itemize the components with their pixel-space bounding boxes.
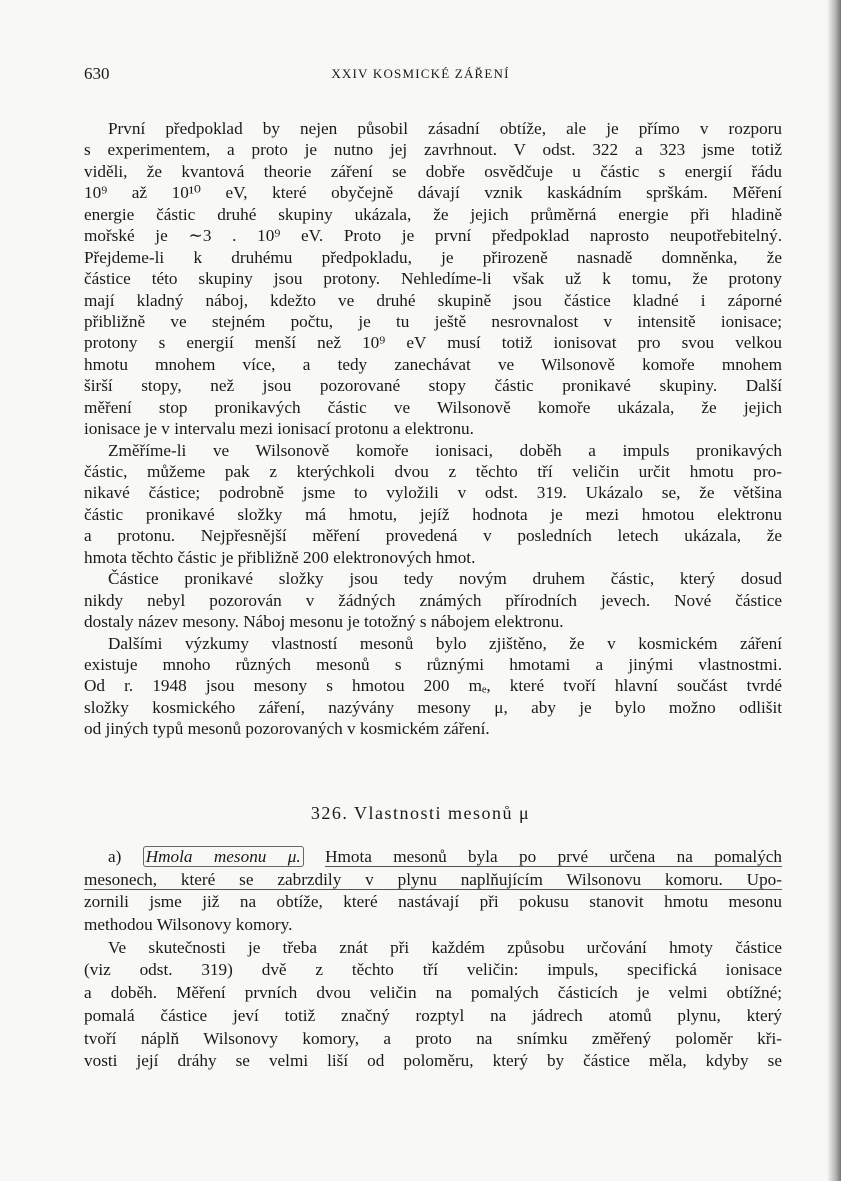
text-line [84, 590, 782, 611]
text-line-content: (viz odst. 319) dvě z těchto tří veličin: impuls, specifická ionisace [84, 960, 782, 980]
text-line-content: hmotu mnohem více, a tedy zanechávat ve Wilsonově komoře mnohem [84, 354, 782, 374]
text-line-content: Ve skutečnosti je třeba znát při každém způsobu určování hmoty částice [108, 937, 782, 957]
section-heading: 326. Vlastnosti mesonů μ [310, 803, 531, 823]
text-line [84, 375, 782, 396]
text-line-content: měření stop pronikavých částic ve Wilsonově komoře ukázala, že jejich [84, 397, 782, 417]
text-line [84, 568, 782, 589]
text-line-content: Přejdeme-li k druhému předpokladu, je přirozeně nasnadě domněnka, že [84, 247, 782, 267]
text-line-content: viděli, že kvantová theorie záření se dobře osvědčuje u částic s energií řádu [84, 161, 782, 181]
text-line-content: mořské je ∼3 . 10⁹ eV. Proto je první předpoklad naprosto neupotřebitelný. [84, 226, 782, 246]
text-line [84, 1050, 782, 1073]
text-line [84, 139, 782, 160]
text-line [84, 891, 782, 914]
text-line [84, 1028, 782, 1051]
subsection-title-boxed: Hmola mesonu μ. [143, 846, 304, 867]
text-line-content: s experimentem, a proto je nutno jej zavrhnout. V odst. 322 a 323 jsme totiž [84, 140, 782, 160]
text-line [84, 937, 782, 960]
text-line-content: mají kladný náboj, kdežto ve druhé skupině jsou částice kladné i záporné [84, 290, 782, 310]
text-line-content: Změříme-li ve Wilsonově komoře ionisaci, doběh a impuls pronikavých [108, 440, 782, 460]
text-line-content: methodou Wilsonovy komory. [84, 915, 293, 935]
text-line-content: od jiných typů mesonů pozorovaných v kosmickém záření. [84, 719, 490, 739]
section-text-block [84, 846, 782, 1073]
text-line [84, 268, 782, 289]
text-line [84, 982, 782, 1005]
text-line-content: a doběh. Měření prvních dvou veličin na pomalých částicích je velmi obtížné; [84, 983, 782, 1003]
subsection-label: a) [108, 847, 122, 866]
text-line [84, 914, 782, 937]
text-line-content: dostaly název mesony. Náboj mesonu je totožný s nábojem elektronu. [84, 612, 564, 632]
running-header: XXIV KOSMICKÉ ZÁŘENÍ [331, 66, 510, 81]
text-line [84, 547, 782, 568]
text-line-content: částic pronikavé složky má hmotu, jejíž hodnota je mezi hmotou elektronu [84, 504, 782, 524]
text-line-content: energie částic druhé skupiny ukázala, že jejich průměrná energie při hladině [84, 204, 782, 224]
text-line-content: širší stopy, než jsou pozorované stopy částic pronikavé skupiny. Další [84, 376, 782, 396]
text-line-content: ionisace je v intervalu mezi ionisací protonu a elektronu. [84, 419, 474, 439]
text-line-content: mesonech, které se zabrzdily v plynu naplňujícím Wilsonovu komoru. Upo- [84, 869, 782, 889]
text-line [84, 247, 782, 268]
text-line [84, 482, 782, 503]
text-line [84, 440, 782, 461]
text-line-content: Částice pronikavé složky jsou tedy novým druhem částic, který dosud [108, 569, 782, 589]
text-line [84, 290, 782, 311]
text-line-content: První předpoklad by nejen působil zásadní obtíže, ale je přímo v rozporu [108, 119, 782, 138]
scan-edge-shadow [827, 0, 841, 1181]
text-line [84, 504, 782, 525]
text-line-content: Od r. 1948 jsou mesony s hmotou 200 mₑ, které tvoří hlavní součást tvrdé [84, 676, 782, 696]
text-line [84, 633, 782, 654]
text-line [84, 418, 782, 439]
text-line-content: pomalá částice jeví totiž značný rozptyl na jádrech atomů plynu, který [84, 1005, 782, 1025]
text-line-content: tvoří náplň Wilsonovy komory, a proto na snímku změřený poloměr kři- [84, 1028, 782, 1048]
text-line-content: protony s energií menší než 10⁹ eV musí totiž ionisovat pro svou velkou [84, 333, 782, 353]
text-line [84, 161, 782, 182]
text-line-content: částic, můžeme pak z kterýchkoli dvou z těchto tří veličin určit hmotu pro- [84, 462, 782, 481]
text-line-content: existuje mnoho různých mesonů s různými hmotami a jinými vlastnostmi. [84, 654, 782, 674]
text-line [84, 332, 782, 353]
subsection-first-line [84, 846, 782, 869]
text-line [84, 118, 782, 139]
text-line [84, 654, 782, 675]
text-line-content: a protonu. Nejpřesnější měření provedená v posledních letech ukázala, že [84, 526, 782, 546]
text-line [84, 611, 782, 632]
text-line-content: přibližně ve stejném počtu, je tu ještě nesrovnalost v intensitě ionisace; [84, 311, 782, 331]
text-line [84, 354, 782, 375]
text-line-content: částice této skupiny jsou protony. Nehledíme-li však už k tomu, že protony [84, 269, 782, 289]
page-number: 630 [84, 64, 110, 83]
text-line [84, 204, 782, 225]
text-line-content: zornili jsme již na obtíže, které nastávají při pokusu stanovit hmotu mesonu [84, 892, 782, 912]
text-line [84, 182, 782, 203]
text-line-content: vosti její dráhy se velmi liší od poloměru, který by částice měla, kdyby se [84, 1051, 782, 1071]
text-line [84, 225, 782, 246]
text-line [84, 718, 782, 739]
text-line [84, 697, 782, 718]
text-line [84, 461, 782, 482]
text-line [84, 311, 782, 332]
text-line-content: nikavé částice; podrobně jsme to vyložili v odst. 319. Ukázalo se, že většina [84, 483, 782, 503]
text-line-content: Dalšími výzkumy vlastností mesonů bylo zjištěno, že v kosmickém záření [108, 633, 782, 653]
text-line-content: nikdy nebyl pozorován v žádných známých přírodních jevech. Nové částice [84, 590, 782, 610]
first-line-rest: Hmota mesonů byla po prvé určena na pomalých [325, 847, 783, 866]
text-line [84, 1005, 782, 1028]
text-line-content: hmota těchto částic je přibližně 200 elektronových hmot. [84, 547, 476, 567]
text-line [84, 959, 782, 982]
body-text-block [84, 118, 782, 740]
text-line-content: složky kosmického záření, nazývány mesony μ, aby je bylo možno odlišit [84, 697, 782, 717]
text-line [84, 869, 782, 892]
text-line [84, 397, 782, 418]
text-line-content: 10⁹ až 10¹⁰ eV, které obyčejně dávají vznik kaskádním sprškám. Měření [84, 183, 782, 203]
text-line [84, 675, 782, 696]
text-line [84, 525, 782, 546]
